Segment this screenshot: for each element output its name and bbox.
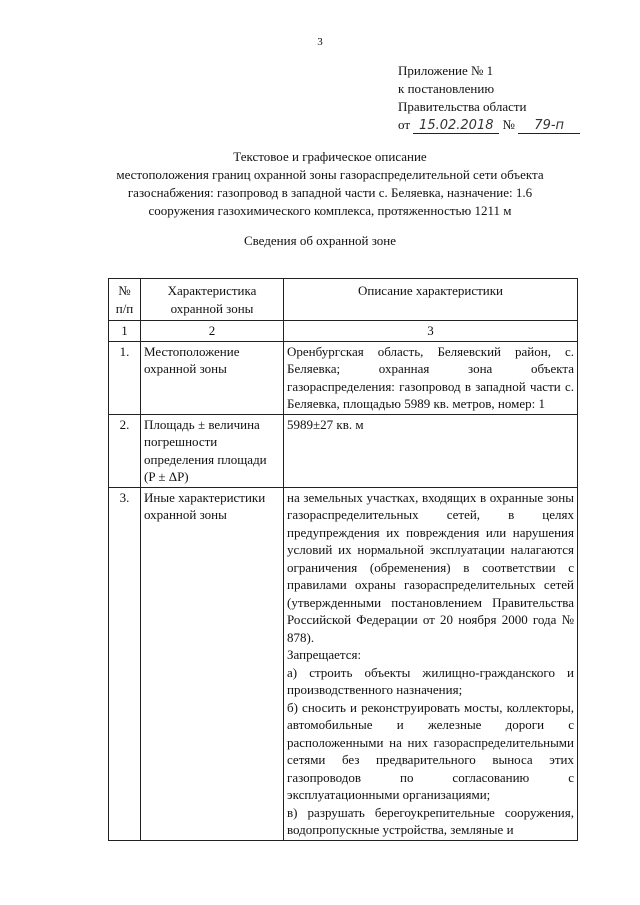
index-cell: 1 xyxy=(109,321,141,342)
date-prefix: от xyxy=(398,117,411,132)
appendix-line-2: к постановлению xyxy=(398,81,495,96)
title-line-3: газоснабжения: газопровод в западной части с. Беляевка, назначение: 1.6 xyxy=(127,185,533,200)
page-number: 3 xyxy=(317,36,323,48)
handwritten-number: 79-п xyxy=(518,119,580,134)
table-header-row xyxy=(109,279,578,321)
table-index-row xyxy=(109,321,578,342)
document-title xyxy=(100,148,560,220)
section-subtitle: Сведения об охранной зоне xyxy=(243,233,397,248)
table-row xyxy=(109,341,578,414)
title-line-4: сооружения газохимического комплекса, протяженностью 1211 м xyxy=(148,203,512,218)
row-characteristic: Местоположение охранной зоны xyxy=(141,341,284,414)
appendix-block xyxy=(398,62,580,134)
title-line-2: местоположения границ охранной зоны газораспределительной сети объекта xyxy=(116,167,544,182)
row-description: 5989±27 кв. м xyxy=(284,414,578,487)
header-description: Описание характеристики xyxy=(284,279,578,321)
table-row xyxy=(109,487,578,840)
description-forbidden: Запрещается: xyxy=(287,647,362,662)
description-paragraph: на земельных участках, входящих в охранные зоны газораспределительных сетей, в целях предупреждения их повреждения или нарушения условий их нормальной эксплуатации налагаются ограничения (обременения) в соответствии с правилами охраны газораспределительных сетей (утвержденными постановлением Правительства Российской Федерации от 20 ноября 2000 года № 878). xyxy=(287,489,574,645)
number-prefix: № xyxy=(502,117,515,132)
header-num: № п/п xyxy=(109,279,141,321)
index-cell: 3 xyxy=(284,321,578,342)
header-characteristic: Характеристика охранной зоны xyxy=(141,279,284,321)
handwritten-date: 15.02.2018 xyxy=(413,119,499,134)
row-characteristic: Иные характеристики охранной зоны xyxy=(141,487,284,840)
description-item-b: б) сносить и реконструировать мосты, коллекторы, автомобильные и железные дороги с расположенными на них газораспределительными сетями без предварительного выноса этих газопроводов по согласованию с эксплуатационными организациями; xyxy=(287,699,574,802)
protection-zone-table xyxy=(108,278,578,841)
appendix-title: Приложение № 1 xyxy=(398,63,494,78)
row-characteristic: Площадь ± величина погрешности определения площади (P ± ΔP) xyxy=(141,414,284,487)
row-description: Оренбургская область, Беляевский район, с. Беляевка; охранная зона объекта газораспределения: газопровод в западной части с. Беляевка, площадью 5989 кв. метров, номер: 1 xyxy=(284,341,578,414)
appendix-line-3: Правительства области xyxy=(398,99,527,114)
row-num: 1. xyxy=(109,341,141,414)
row-num: 3. xyxy=(109,487,141,840)
table-row xyxy=(109,414,578,487)
description-item-a: а) строить объекты жилищно-гражданского и производственного назначения; xyxy=(287,664,574,697)
row-num: 2. xyxy=(109,414,141,487)
description-item-c: в) разрушать берегоукрепительные сооружения, водопропускные устройства, земляные и xyxy=(287,804,574,837)
title-line-1: Текстовое и графическое описание xyxy=(233,149,427,164)
row-description xyxy=(284,487,578,840)
index-cell: 2 xyxy=(141,321,284,342)
appendix-date-line xyxy=(398,116,580,134)
